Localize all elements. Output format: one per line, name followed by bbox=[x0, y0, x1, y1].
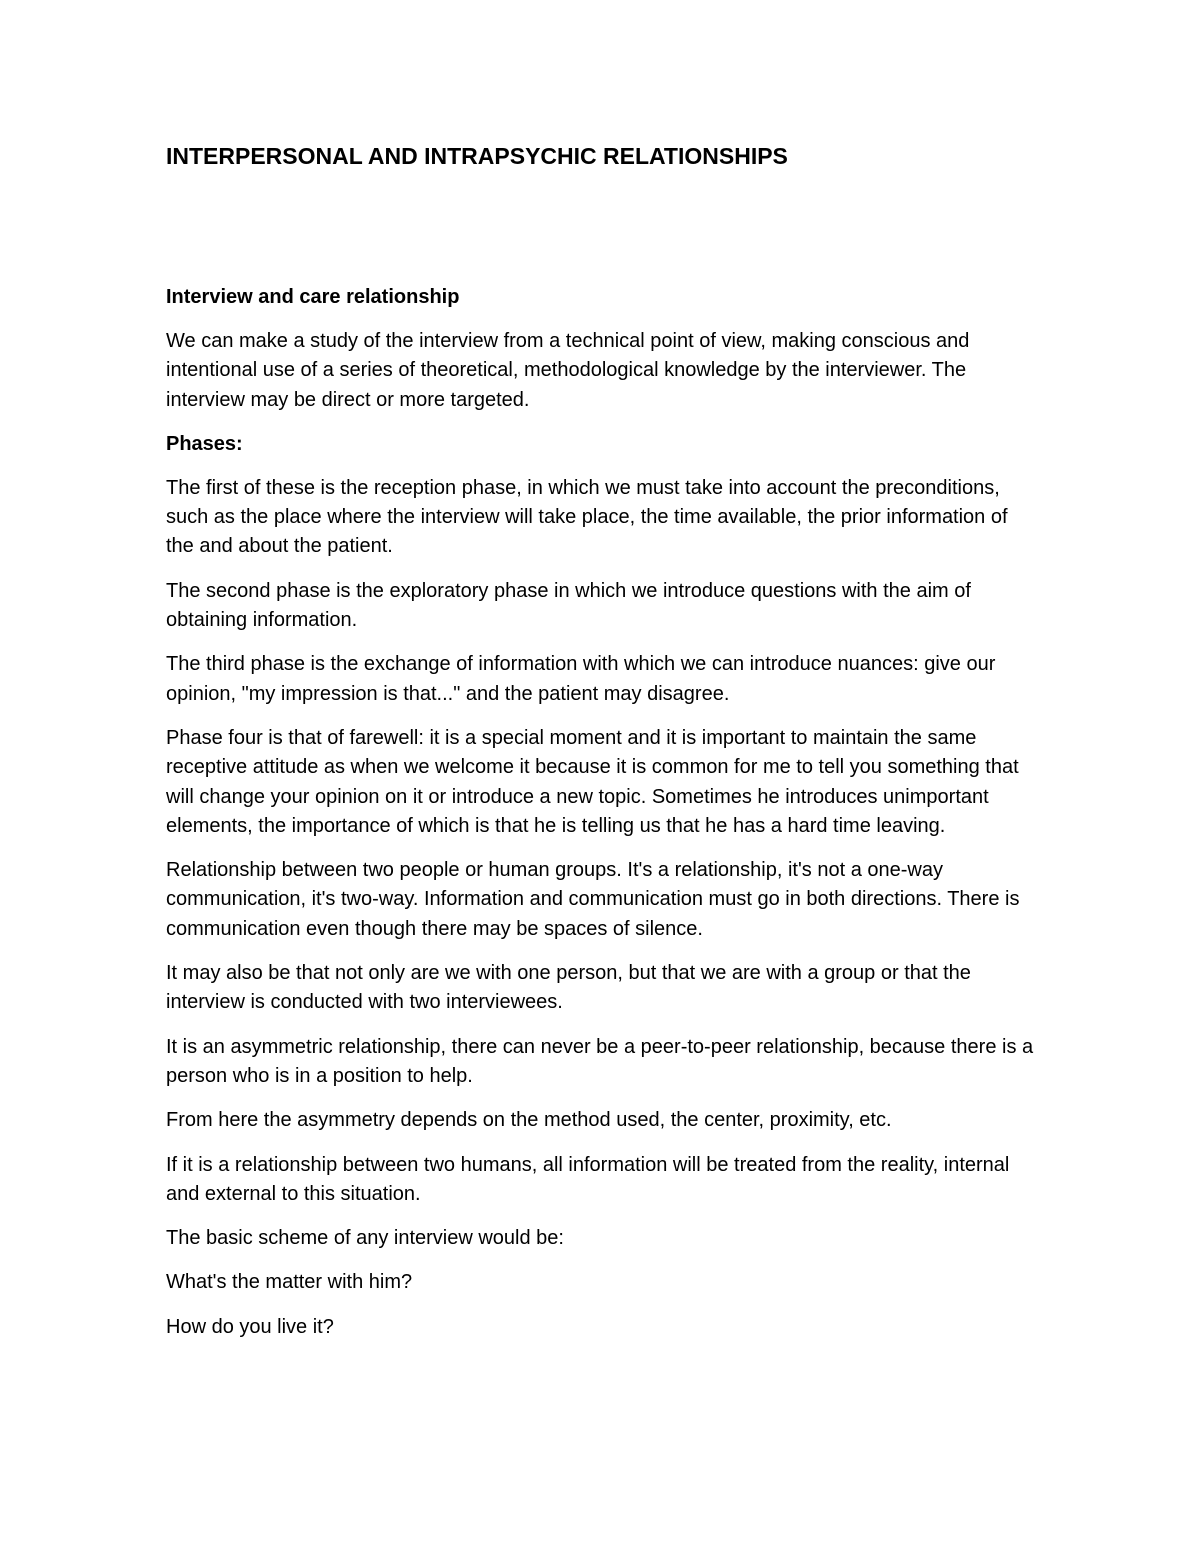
paragraph-group-interview: It may also be that not only are we with one person, but that we are with a group or that the interview is conducted with two interviewees. bbox=[166, 962, 971, 1014]
paragraph-question-matter: What's the matter with him? bbox=[166, 1271, 413, 1294]
paragraph-question-live: How do you live it? bbox=[166, 1315, 334, 1338]
intro-paragraph: We can make a study of the interview from a technical point of view, making conscious and intentional use of a series of theoretical, methodological knowledge by the interviewer. The interview may be direct or more targeted. bbox=[166, 330, 970, 411]
section-heading: Interview and care relationship bbox=[166, 286, 460, 308]
paragraph-reception-phase: The first of these is the reception phase, in which we must take into account the preconditions, such as the place where the interview will take place, the time available, the prior information of the and about the patient. bbox=[166, 476, 1008, 558]
paragraph-asymmetry-method: From here the asymmetry depends on the method used, the center, proximity, etc. bbox=[166, 1109, 892, 1132]
paragraph-two-way-relationship: Relationship between two people or human groups. It's a relationship, it's not a one-way communication, it's two-way. Information and communication must go in both directions. There is communication even though there may be spaces of silence. bbox=[166, 859, 1020, 940]
paragraph-exchange-phase: The third phase is the exchange of information with which we can introduce nuances: give our opinion, "my impression is that..." and the patient may disagree. bbox=[166, 653, 996, 705]
paragraph-reality: If it is a relationship between two humans, all information will be treated from the reality, internal and external to this situation. bbox=[166, 1153, 1010, 1205]
paragraph-basic-scheme: The basic scheme of any interview would be: bbox=[166, 1227, 564, 1250]
paragraph-farewell-phase: Phase four is that of farewell: it is a special moment and it is important to maintain the same receptive attitude as when we welcome it because it is common for me to tell you something that will change your opinion on it or introduce a new topic. Sometimes he introduces unimportant elements, the importance of which is that he is telling us that he has a hard time leaving. bbox=[166, 726, 1019, 837]
paragraph-exploratory-phase: The second phase is the exploratory phase in which we introduce questions with the aim of obtaining information. bbox=[166, 579, 971, 632]
paragraph-asymmetric-relationship: It is an asymmetric relationship, there can never be a peer-to-peer relationship, because there is a person who is in a position to help. bbox=[166, 1035, 1034, 1087]
phases-heading: Phases: bbox=[166, 432, 243, 455]
document-body bbox=[166, 283, 1036, 1357]
document-title: INTERPERSONAL AND INTRAPSYCHIC RELATIONSHIPS bbox=[166, 143, 788, 169]
